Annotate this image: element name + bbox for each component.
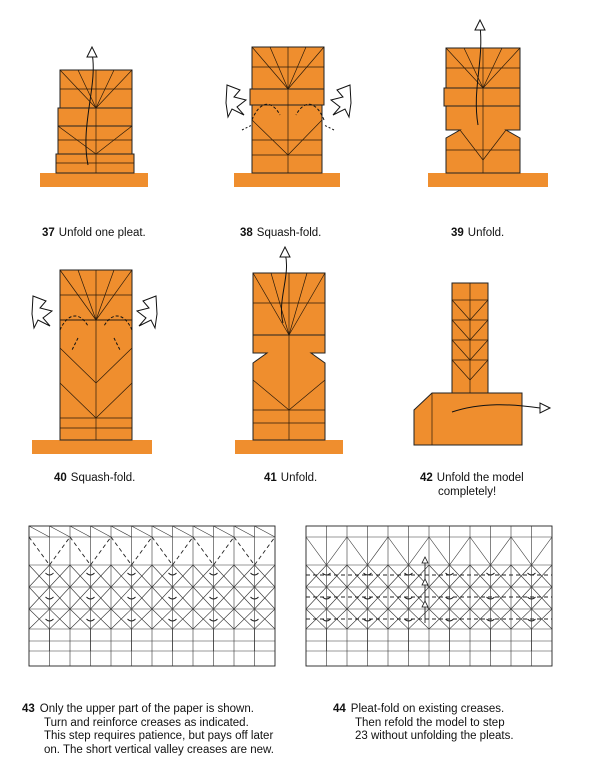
step-44-caption xyxy=(333,703,514,744)
step-40-caption xyxy=(54,471,135,485)
step-39-caption xyxy=(451,226,504,240)
crease-lines xyxy=(306,526,552,666)
step-number: 40 xyxy=(54,472,67,484)
step-43-line-3: This step requires patience, but pays off later xyxy=(44,730,274,742)
step-43-line-1: Only the upper part of the paper is shown. xyxy=(39,703,254,715)
step-43-line-4: on. The short vertical valley creases are new. xyxy=(44,743,274,756)
step-44-line-3: 23 without unfolding the pleats. xyxy=(355,730,514,742)
step-text: Unfold one pleat. xyxy=(58,227,146,239)
step-43-caption xyxy=(22,703,274,757)
step-43-line-2: Turn and reinforce creases as indicated. xyxy=(44,716,249,729)
step-42-diagram xyxy=(412,280,562,450)
step-44-crease-pattern xyxy=(305,525,555,670)
step-44-line-2: Then refold the model to step xyxy=(355,716,505,729)
step-number: 38 xyxy=(240,227,253,239)
crease-lines xyxy=(29,526,275,666)
step-37-caption xyxy=(42,226,146,240)
step-number: 41 xyxy=(264,472,277,484)
step-37-diagram xyxy=(40,45,150,190)
step-44-line-1: Pleat-fold on existing creases. xyxy=(350,703,505,715)
step-text: Squash-fold. xyxy=(70,472,136,484)
step-text-line2: completely! xyxy=(438,486,497,498)
step-39-diagram xyxy=(428,20,548,190)
step-40-diagram xyxy=(28,268,158,458)
step-text: Unfold. xyxy=(467,227,505,239)
step-41-caption xyxy=(264,471,317,485)
step-number: 43 xyxy=(22,703,35,715)
step-text: Squash-fold. xyxy=(256,227,322,239)
step-number: 37 xyxy=(42,227,55,239)
step-38-caption xyxy=(240,226,321,240)
step-43-crease-pattern xyxy=(28,525,278,670)
step-42-caption xyxy=(420,471,524,499)
step-text-line1: Unfold the model xyxy=(436,472,524,484)
step-number: 44 xyxy=(333,703,346,715)
step-38-diagram xyxy=(222,45,357,190)
step-number: 39 xyxy=(451,227,464,239)
step-text: Unfold. xyxy=(280,472,318,484)
step-41-diagram xyxy=(235,245,345,460)
step-number: 42 xyxy=(420,472,433,484)
